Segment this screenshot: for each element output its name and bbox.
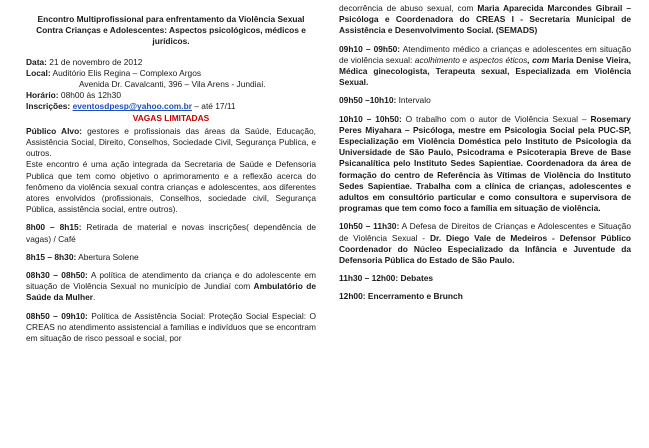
date-row (26, 57, 316, 68)
place-label: Local: (26, 67, 51, 78)
schedule-time: 09h50 –10h10: (339, 95, 397, 106)
schedule-speaker: Maria Denise Vieira, Médica ginecologista, Terapeuta sexual, Especializada em Violência Sexual. (339, 54, 632, 88)
audience-paragraph (26, 126, 316, 160)
schedule-time: 08h30 – 08h50: (26, 270, 88, 281)
date-value: 21 de novembro de 2012 (46, 56, 143, 67)
schedule-time: 10h50 – 11h30: (339, 221, 400, 232)
place-row (26, 68, 316, 79)
schedule-time: 08h50 – 09h10: (26, 310, 88, 321)
address: Avenida Dr. Cavalcanti, 396 – Vila Arens - Jundiaí. (79, 79, 266, 90)
schedule-item (26, 222, 316, 244)
schedule-item (26, 270, 316, 304)
schedule-text: Intervalo (396, 95, 431, 106)
schedule-text: Atendimento médico a crianças e adolescentes em situação de violência sexual: (339, 43, 631, 65)
title-line: Encontro Multiprofissional para enfrentamento da Violência Sexual (37, 14, 305, 24)
schedule-item (339, 44, 631, 89)
schedule-text: Retirada de material e novas inscrições( dependência de vagas) / Café (26, 222, 317, 244)
limited-seats-notice: VAGAS LIMITADAS (132, 112, 210, 123)
audience-text: gestores e profissionais das áreas da Saúde, Educação, Assistência Social, Direito, Conselhos, Sociedade Civil, Segurança Publica, e outros. (26, 125, 316, 159)
document-title (26, 14, 316, 48)
left-column (26, 0, 316, 344)
schedule-speaker: Dr. Diego Vale de Medeiros - Defensor Público Coordenador do Núcleo Especializado da Infância e Juventude da Defensoria Pública do Estado de São Paulo. (339, 232, 631, 266)
schedule-item: 11h30 – 12h00: Debates (339, 273, 434, 284)
schedule-text: decorrência de abuso sexual, com (339, 3, 478, 13)
schedule-item-continued (339, 3, 631, 37)
title-line: jurídicos. (152, 36, 190, 47)
schedule-item: 12h00: Encerramento e Brunch (339, 291, 463, 302)
schedule-speaker: Ambulatório de Saúde da Mulher (26, 281, 317, 303)
schedule-time: 8h00 – 8h15: (26, 222, 82, 233)
schedule-text: O trabalho com o autor de Violência Sexual – (401, 113, 591, 124)
schedule-text: A política de atendimento da criança e do adolescente em situação de Violência Sexual no município de Jundiaí com (26, 270, 316, 292)
schedule-comma: , com (527, 54, 550, 65)
schedule-item (26, 311, 316, 345)
schedule-text: A Defesa de Direitos de Crianças e Adolescentes e Situação de Violência Sexual - (339, 221, 631, 243)
schedule-item (339, 95, 631, 106)
schedule-speaker: Maria Aparecida Marcondes Gibrail – Psicóloga e Coordenadora do CREAS I - Secretaria Municipal de Assistência e Desenvolvimento Social. (SEMADS) (339, 3, 631, 36)
time-row (26, 90, 316, 101)
signup-label: Inscrições: (26, 101, 71, 112)
schedule-topic: acolhimento e aspectos éticos (414, 54, 528, 65)
schedule-time: 10h10 – 10h50: (339, 113, 402, 124)
schedule-item (339, 114, 631, 215)
place-value: Auditório Elis Regina – Complexo Argos (50, 67, 202, 78)
time-value: 08h00 às 12h30 (58, 90, 121, 101)
schedule-item (339, 221, 631, 266)
event-description: Este encontro é uma ação integrada da Secretaria de Saúde e Defensoria Publica que tem como objetivo o aprimoramento e a reflexão acerca do fenômeno da violência sexual contra crianças e adolescentes, aos diferentes atores envolvidos (profissionais, Conselhos, sociedade civil, Segurança Pública, assistência social, entre outros). (26, 159, 316, 215)
right-column (339, 0, 631, 303)
audience-label: Público Alvo: (26, 125, 82, 136)
date-label: Data: (26, 56, 47, 67)
schedule-time: 09h10 – 09h50: (339, 43, 401, 54)
time-label: Horário: (26, 90, 59, 101)
email-link[interactable]: eventosdpesp@yahoo.com.br (72, 101, 192, 112)
schedule-item (26, 252, 316, 263)
schedule-text: Abertura Solene (76, 251, 139, 262)
signup-row (26, 101, 316, 112)
schedule-time: 8h15 – 8h30: (26, 251, 77, 262)
signup-deadline: – até 17/11 (191, 101, 236, 112)
schedule-text-end: . (93, 292, 96, 303)
schedule-text: Política de Assistência Social: Proteção Social Especial: O CREAS no atendimento assistencial a famílias e indivíduos que se encontram em situação de risco pessoal e social, por (26, 310, 316, 344)
schedule-speaker: Rosemary Peres Miyahara – Psicóloga, mestre em Psicologia Social pela PUC-SP, Especialização em Violência Doméstica pelo Instituto de Psicologia da Universidade de São Paulo, Psicodrama e Psicoterapia Breve de Base Psicanalítica pelo Instituto Sedes Sapientiae. Coordenadora da área de formação do centro de Referência às Vítimas de Violência do Instituto Sedes Sapientiae. Trabalha com a clínica de crianças, adolescentes e adultos em consultório particular e como consultora e supervisora de programas que tem como foco a família em situação de violência. (339, 113, 631, 214)
title-line: Contra Crianças e Adolescentes: Aspectos psicológicos, médicos e (36, 25, 306, 36)
